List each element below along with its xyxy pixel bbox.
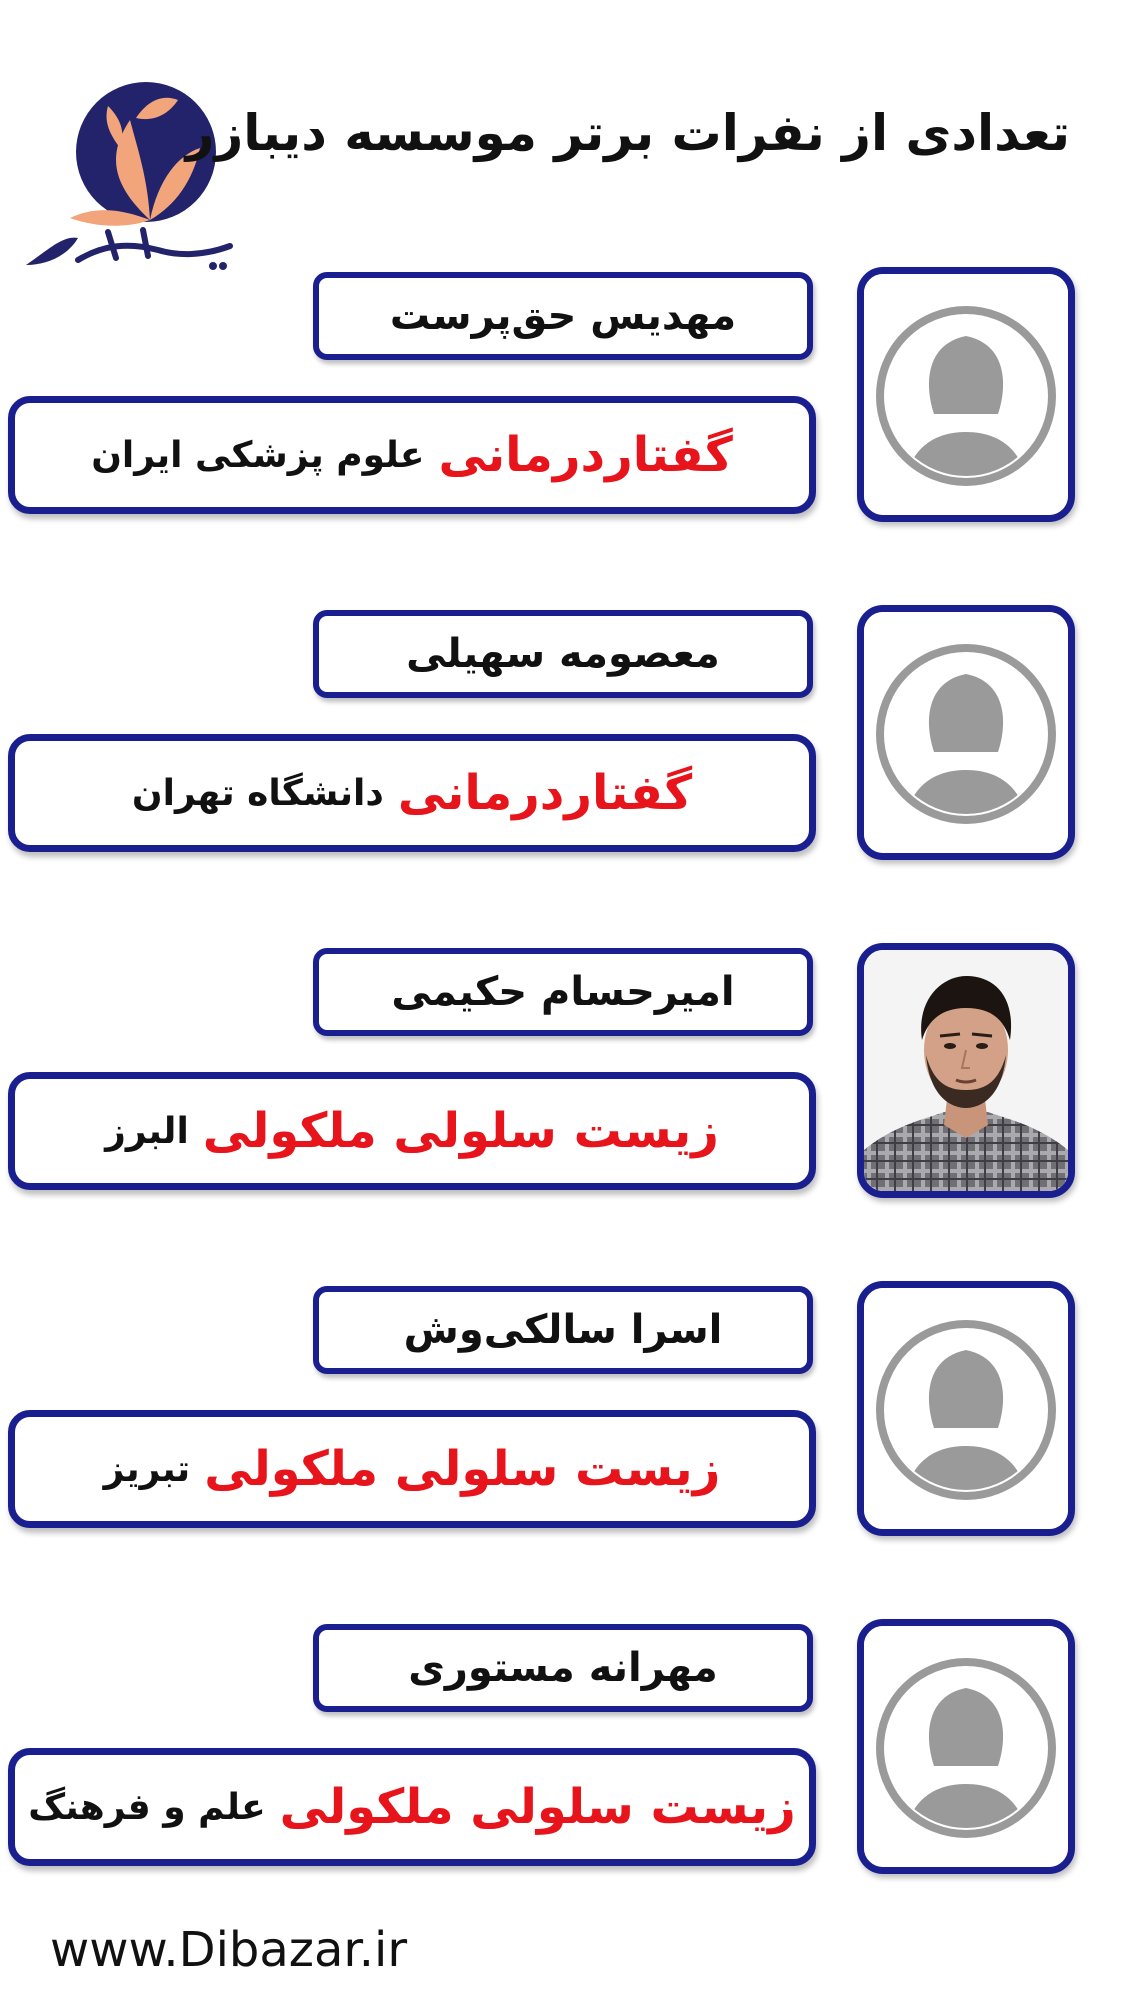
student-name: اسرا سالکی‌وش bbox=[403, 1307, 723, 1353]
page-title: تعدادی از نفرات برتر موسسه دیبازر bbox=[185, 104, 1070, 162]
student-name: مهدیس حق‌پرست bbox=[389, 293, 737, 339]
field-of-study: گفتاردرمانی bbox=[397, 765, 693, 821]
student-name: امیرحسام حکیمی bbox=[391, 969, 735, 1015]
student-name: معصومه سهیلی bbox=[406, 631, 720, 677]
placeholder-avatar-icon bbox=[864, 274, 1068, 515]
student-name-box bbox=[313, 1286, 813, 1374]
student-detail-box bbox=[8, 734, 816, 852]
university-name: البرز bbox=[105, 1110, 189, 1152]
student-entry bbox=[0, 1624, 1125, 1889]
field-of-study: گفتاردرمانی bbox=[438, 427, 733, 483]
photo-frame bbox=[857, 1281, 1075, 1536]
student-detail-box bbox=[8, 396, 816, 514]
university-name: تبریز bbox=[103, 1448, 191, 1490]
student-detail-box bbox=[8, 1748, 816, 1866]
student-name-box bbox=[313, 948, 813, 1036]
student-name-box bbox=[313, 272, 813, 360]
student-entry bbox=[0, 610, 1125, 875]
photo-frame bbox=[857, 605, 1075, 860]
student-name-box bbox=[313, 1624, 813, 1712]
placeholder-avatar-icon bbox=[864, 1288, 1068, 1529]
student-name: مهرانه مستوری bbox=[408, 1645, 718, 1691]
student-name-box bbox=[313, 610, 813, 698]
university-name: علم و فرهنگ bbox=[28, 1786, 266, 1828]
field-of-study: زیست سلولی ملکولی bbox=[279, 1779, 796, 1835]
placeholder-avatar-icon bbox=[864, 612, 1068, 853]
student-entry bbox=[0, 948, 1125, 1213]
university-name: علوم پزشکی ایران bbox=[91, 434, 425, 476]
photo-frame bbox=[857, 1619, 1075, 1874]
placeholder-avatar-icon bbox=[864, 1626, 1068, 1867]
portrait-photo bbox=[864, 950, 1068, 1191]
student-detail-box bbox=[8, 1410, 816, 1528]
photo-frame bbox=[857, 267, 1075, 522]
photo-frame bbox=[857, 943, 1075, 1198]
website-url[interactable]: www.Dibazar.ir bbox=[50, 1922, 408, 1978]
student-entry bbox=[0, 1286, 1125, 1551]
student-detail-box bbox=[8, 1072, 816, 1190]
field-of-study: زیست سلولی ملکولی bbox=[202, 1103, 719, 1159]
field-of-study: زیست سلولی ملکولی bbox=[204, 1441, 721, 1497]
university-name: دانشگاه تهران bbox=[131, 772, 384, 814]
student-entry bbox=[0, 272, 1125, 537]
